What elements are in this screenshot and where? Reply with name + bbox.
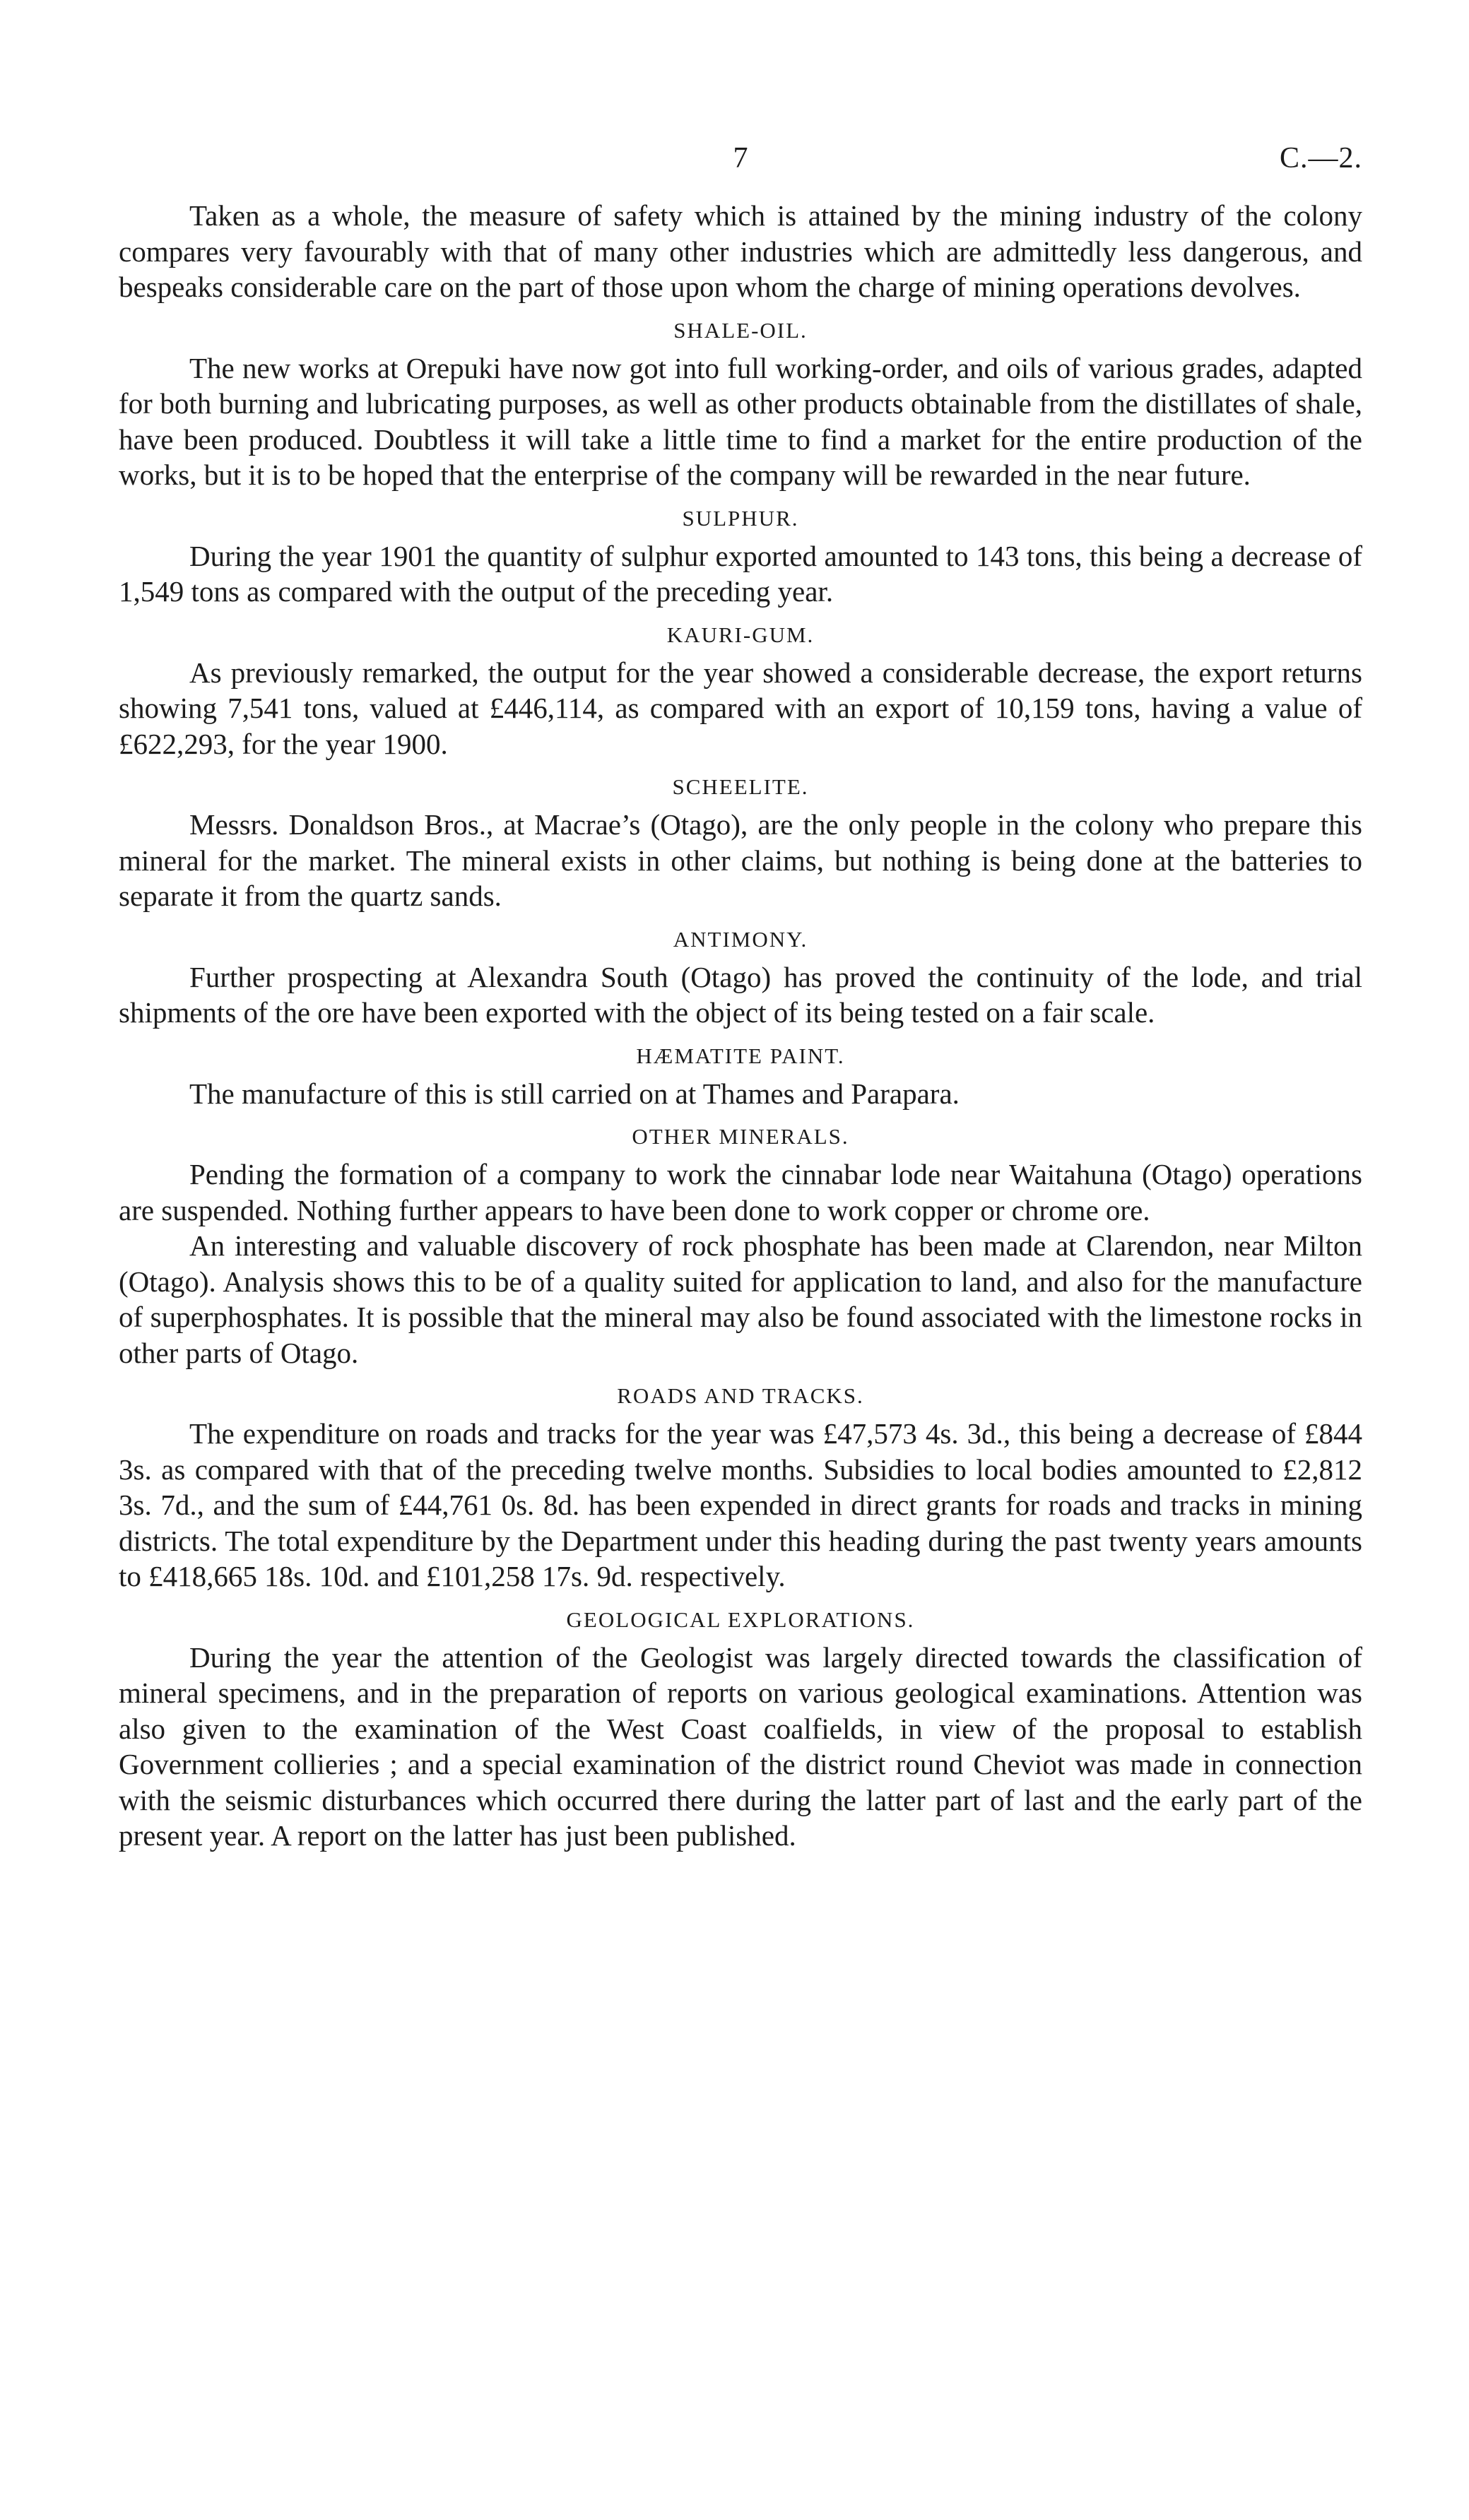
paragraph-sulphur: During the year 1901 the quantity of sulphur exported amounted to 143 tons, this being a decrease of 1,549 tons as compared with the output of the preceding year. [119, 539, 1362, 608]
section-other-minerals [119, 1121, 1362, 1371]
paragraph-intro: Taken as a whole, the measure of safety which is attained by the mining industry of the colony compares very favourably with that of many other industries which are admittedly less dangerous, and bespeaks considerable care on the part of those upon whom the charge of mining operations devolves. [119, 199, 1362, 303]
paragraph-kauri-gum: As previously remarked, the output for the year showed a considerable decrease, the export returns showing 7,541 tons, valued at £446,114, as compared with an export of 10,159 tons, having a value of £622,293, for the year 1900. [119, 656, 1362, 760]
page-header [119, 141, 1362, 198]
section-sulphur [119, 503, 1362, 610]
heading-geological-explorations: GEOLOGICAL EXPLORATIONS. [566, 1607, 915, 1632]
heading-sulphur: SULPHUR. [682, 505, 799, 531]
paragraph-other-minerals-cinnabar: Pending the formation of a company to work the cinnabar lode near Waitahuna (Otago) operations are suspended. Nothing further appears to have been done to work copper or chrome ore. [119, 1158, 1362, 1226]
heading-other-minerals: OTHER MINERALS. [632, 1124, 849, 1149]
section-intro [119, 198, 1362, 305]
page-number: 7 [733, 142, 748, 174]
heading-kauri-gum: KAURI-GUM. [666, 622, 815, 647]
section-haematite-paint [119, 1041, 1362, 1112]
paragraph-other-minerals-phosphate: An interesting and valuable discovery of rock phosphate has been made at Clarendon, near Milton (Otago). Analysis shows this to be of a quality suited for application to land, and also for the manufacture of superphosphates. It is possible that the mineral may also be found associated with the limestone rocks in other parts of Otago. [119, 1229, 1362, 1369]
paragraph-antimony: Further prospecting at Alexandra South (Otago) has proved the continuity of the lode, and trial shipments of the ore have been exported with the object of its being tested on a fair scale. [119, 960, 1362, 1029]
paragraph-haematite-paint: The manufacture of this is still carried on at Thames and Parapara. [189, 1077, 960, 1110]
section-geological-explorations [119, 1604, 1362, 1854]
section-shale-oil [119, 315, 1362, 493]
heading-shale-oil: SHALE-OIL. [673, 317, 808, 343]
document-page [119, 141, 1362, 1854]
section-antimony [119, 924, 1362, 1031]
heading-antimony: ANTIMONY. [673, 926, 808, 952]
heading-roads-and-tracks: ROADS AND TRACKS. [617, 1383, 864, 1408]
section-scheelite [119, 771, 1362, 914]
document-reference: C.—2. [1279, 142, 1362, 174]
paragraph-geological-explorations: During the year the attention of the Geologist was largely directed towards the classification of mineral specimens, and in the preparation of reports on various geological examinations. Attention was also given to the examination of the West Coast coalfields, in view of the proposal to establish Government collieries ; and a special examination of the district round Cheviot was made in connection with the seismic disturbances which occurred there during the latter part of last and the early part of the present year. A report on the latter has just been published. [119, 1640, 1362, 1852]
paragraph-roads-and-tracks: The expenditure on roads and tracks for the year was £47,573 4s. 3d., this being a decrease of £844 3s. as compared with that of the preceding twelve months. Subsidies to local bodies amounted to £2,812 3s. 7d., and the sum of £44,761 0s. 8d. has been expended in direct grants for roads and tracks in mining districts. The total expenditure by the Department under this heading during the past twenty years amounts to £418,665 18s. 10d. and £101,258 17s. 9d. respectively. [119, 1417, 1362, 1592]
section-roads-and-tracks [119, 1380, 1362, 1595]
section-kauri-gum [119, 620, 1362, 762]
heading-haematite-paint: HÆMATITE PAINT. [636, 1043, 845, 1068]
paragraph-shale-oil: The new works at Orepuki have now got into full working-order, and oils of various grades, adapted for both burning and lubricating purposes, as well as other products obtainable from the distillates of shale, have been produced. Doubtless it will take a little time to find a market for the entire production of the works, but it is to be hoped that the enterprise of the company will be rewarded in the near future. [119, 351, 1362, 491]
heading-scheelite: SCHEELITE. [672, 774, 809, 799]
paragraph-scheelite: Messrs. Donaldson Bros., at Macrae’s (Otago), are the only people in the colony who prepare this mineral for the market. The mineral exists in other claims, but nothing is being done at the batteries to separate it from the quartz sands. [119, 808, 1362, 912]
